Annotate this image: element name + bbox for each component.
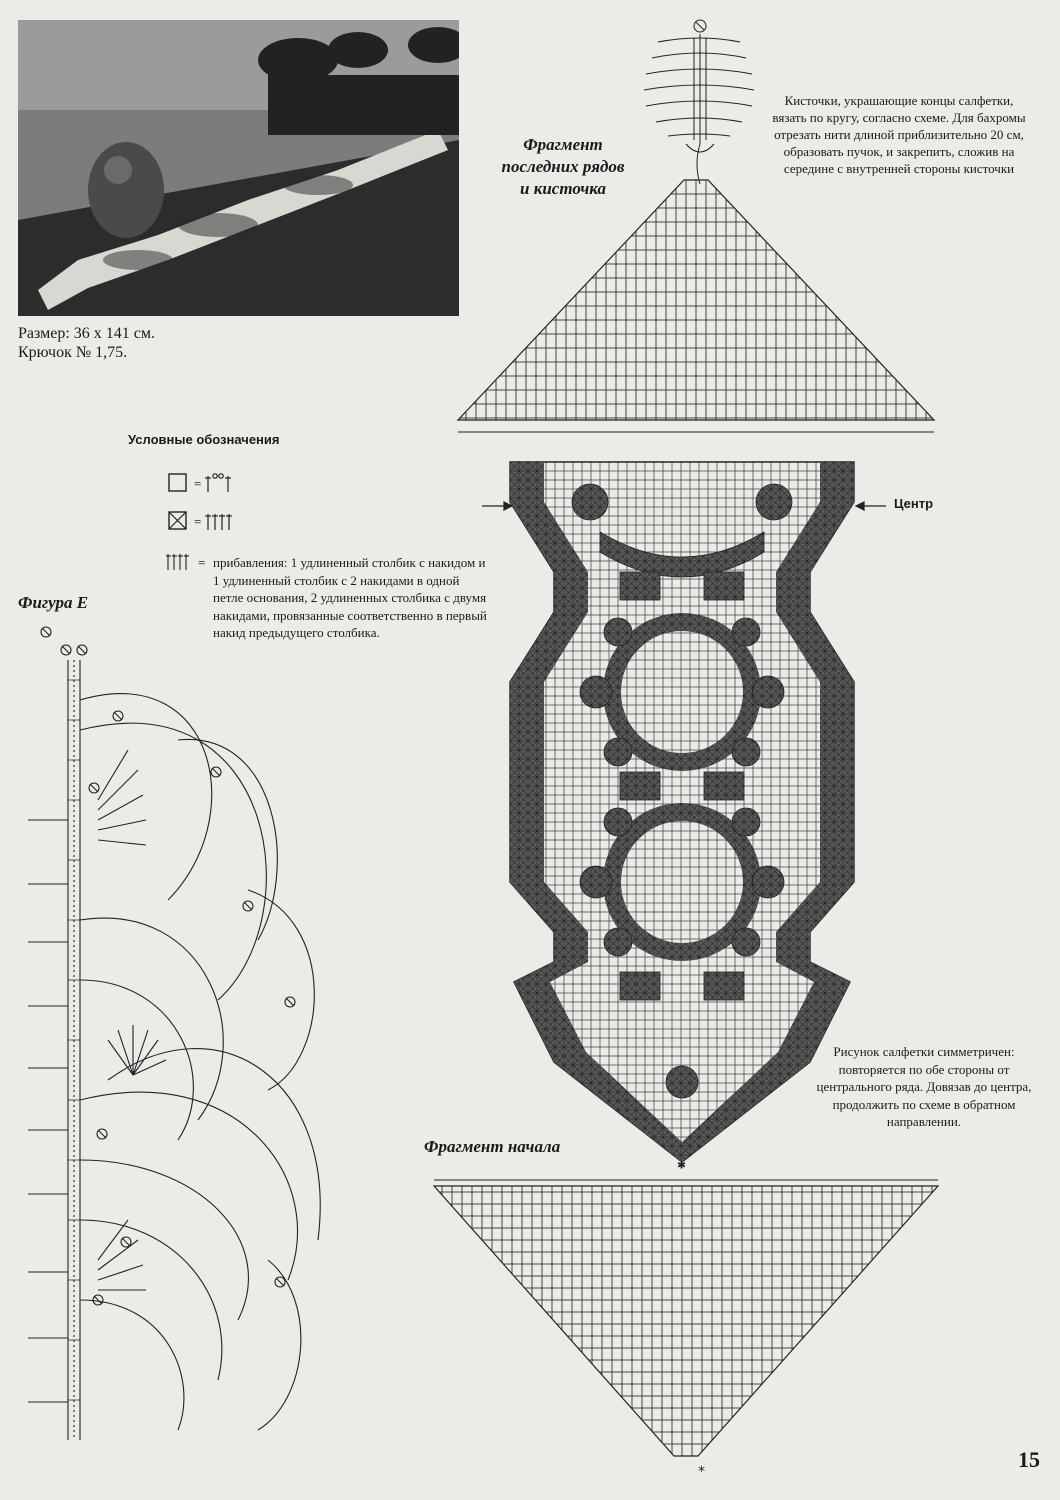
fragment-start-label: Фрагмент начала: [424, 1137, 561, 1156]
legend-eq-increase: =: [198, 555, 206, 570]
empty-square-stitch-glyph: [205, 474, 231, 492]
fragment-last-line3: и кисточка: [520, 179, 606, 198]
hook-size: Крючок № 1,75.: [18, 344, 128, 361]
size-info: [18, 324, 155, 362]
fragment-last-line1: Фрагмент: [523, 135, 603, 154]
fragment-last-line2: последних рядов: [501, 157, 625, 176]
figure-e-label: Фигура Е: [18, 593, 89, 612]
figure-e-fan-mid: [108, 1025, 166, 1075]
runner-photo: [18, 20, 459, 316]
svg-text:*: *: [698, 1464, 705, 1480]
figure-e-pegs: [28, 820, 68, 1402]
tassel-diagram: [628, 14, 758, 194]
figure-e-fan-top: [98, 750, 146, 845]
svg-text:*: *: [678, 1160, 685, 1176]
last-rows-triangle: [456, 180, 936, 436]
increase-symbol: [166, 554, 189, 570]
size-dimensions: Размер: 36 x 141 см.: [18, 325, 155, 342]
start-rows-triangle: [432, 1180, 940, 1480]
legend-eq-filled: =: [194, 514, 202, 529]
center-label: Центр: [894, 496, 934, 511]
filled-square-stitch-glyph: [205, 514, 232, 530]
increase-description: прибавления: 1 удлиненный столбик с накидом и 1 удлиненный столбик с 2 накидами в одной петле основания, 2 удлиненных столбика с двумя накидами, провязанные соответственно в первый накид предыдущего столбика.: [213, 555, 487, 640]
empty-square-symbol: [169, 474, 186, 491]
main-filet-chart: [510, 462, 854, 1174]
tassel-note: Кисточки, украшающие концы салфетки, вязать по кругу, согласно схеме. Для бахромы отрезать нити длиной приблизительно 20 см, образовать пучок, и закрепить, сложив на середине с внутренней стороны кисточки: [772, 93, 1026, 176]
symmetry-note: Рисунок салфетки симметричен: повторяется по обе стороны от центрального ряда. Довязав до центра, продолжить по схеме в обратном направлении.: [816, 1044, 1032, 1129]
legend-title: Условные обозначения: [128, 432, 280, 447]
photo-illustration: [18, 20, 459, 316]
legend-eq-empty: =: [194, 476, 202, 491]
page-number: 15: [1018, 1447, 1040, 1472]
figure-e-diagram: [18, 620, 338, 1450]
